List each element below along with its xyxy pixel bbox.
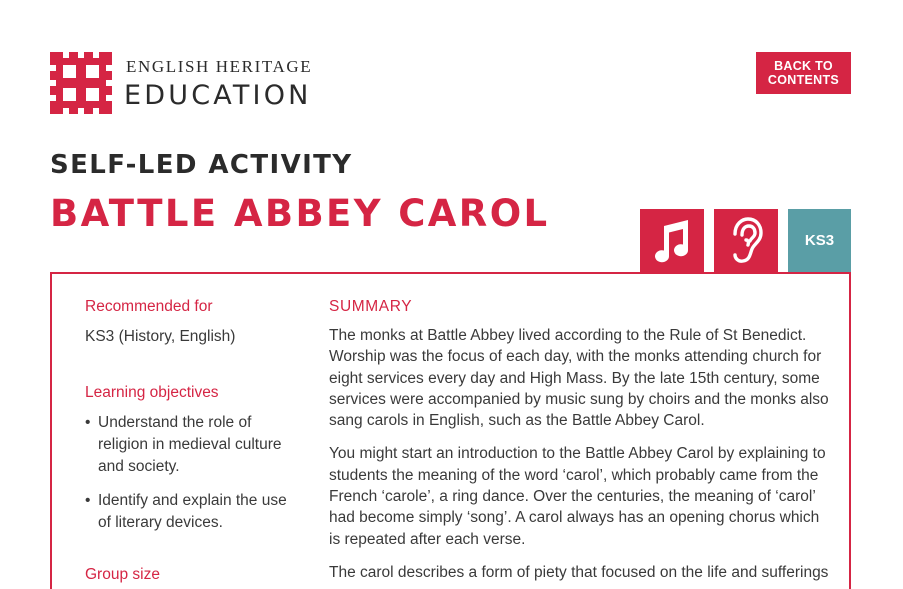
summary-heading: SUMMARY xyxy=(329,298,413,315)
summary-paragraph: The carol describes a form of piety that focused on the life and sufferings xyxy=(329,563,829,581)
ear-icon xyxy=(726,216,766,266)
recommended-heading: Recommended for xyxy=(85,298,213,315)
page-title: BATTLE ABBEY CAROL xyxy=(50,192,550,235)
brand-name: ENGLISH HERITAGE xyxy=(126,57,313,76)
back-to-contents-button[interactable] xyxy=(756,52,851,94)
summary-section xyxy=(329,296,834,583)
key-stage-badge: KS3 xyxy=(788,209,851,272)
objective-item: • Understand the role of religion in medieval culture and society. xyxy=(85,412,305,478)
sidebar xyxy=(85,296,305,586)
brand-subtitle: EDUCATION xyxy=(124,80,312,111)
summary-paragraph: The monks at Battle Abbey lived according to the Rule of St Benedict. Worship was the focus of each day, with the monks attending church for eight services every day and High Mass. By the late 15th century, some services were accompanied by music sung by choirs and the monks also sang carols in English, such as the Battle Abbey Carol. xyxy=(329,327,829,430)
objectives-heading: Learning objectives xyxy=(85,384,219,401)
english-heritage-logo-icon xyxy=(50,52,112,114)
objective-item: • Identify and explain the use of literary devices. xyxy=(85,490,305,534)
activity-type: SELF-LED ACTIVITY xyxy=(50,150,353,180)
music-note-icon xyxy=(650,218,694,264)
back-button-line-1: BACK TO xyxy=(774,59,833,73)
listening-tile xyxy=(714,209,778,272)
group-size-heading: Group size xyxy=(85,566,160,583)
back-button-line-2: CONTENTS xyxy=(767,73,840,87)
summary-paragraph: You might start an introduction to the Battle Abbey Carol by explaining to students the meaning of the word ‘carol’, which probably came from the French ‘carole’, a ring dance. Over the centuries, the meaning of ‘carol’ had become simply ‘song’. A carol always has an opening chorus which is repeated after each verse. xyxy=(329,445,826,548)
objectives-list xyxy=(85,412,305,534)
recommended-value: KS3 (History, English) xyxy=(85,328,236,345)
music-tile xyxy=(640,209,704,272)
